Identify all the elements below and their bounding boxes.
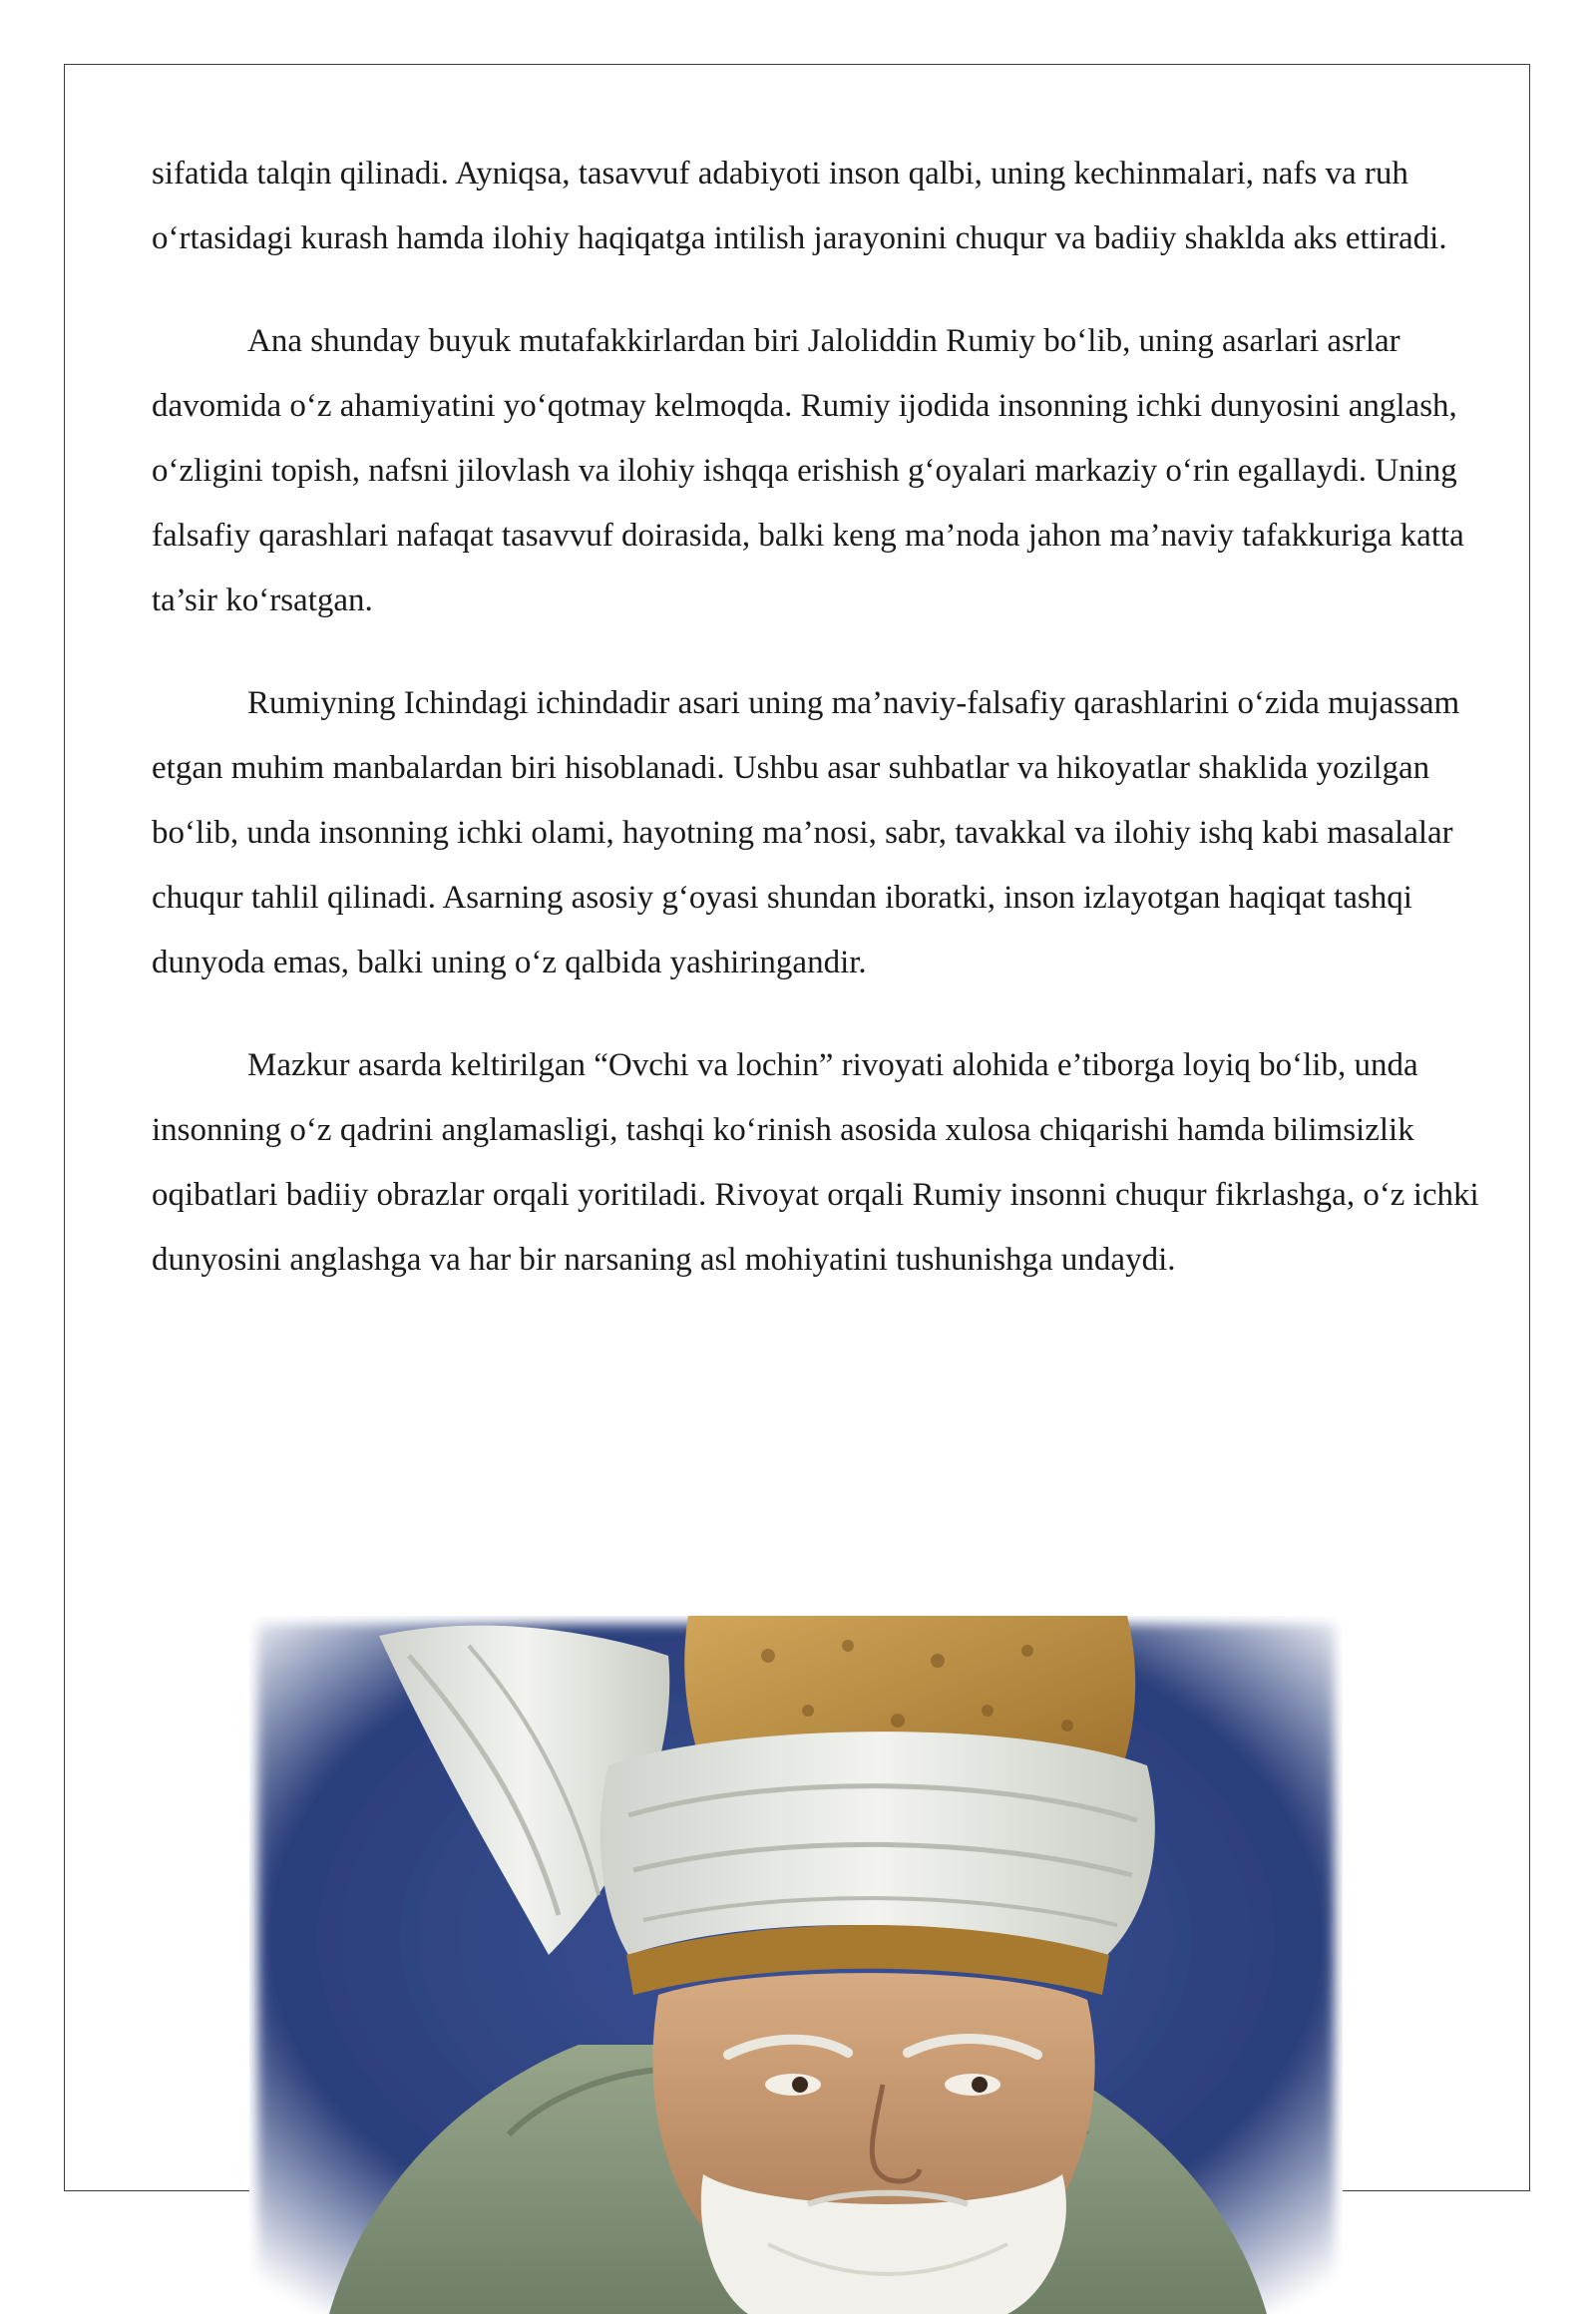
paragraph-4: Mazkur asarda keltirilgan “Ovchi va lochin” rivoyati alohida e’tiborga loyiq bo‘lib, unda insonning o‘z qadrini anglamasligi, tashqi ko‘rinish asosida xulosa chiqarishi hamda bilimsizlik oqibatlari badiiy obrazlar orqali yoritiladi. Rivoyat orqali Rumiy insonni chuqur fikrlashga, o‘z ichki dunyosini anglashga va har bir narsaning asl mohiyatini tushunishga undaydi. (152, 1047, 1479, 1278)
portrait-illustration-icon (249, 1616, 1343, 2314)
paragraph-3: Rumiyning Ichindagi ichindadir asari uning ma’naviy-falsafiy qarashlarini o‘zida mujassam etgan muhim manbalardan biri hisoblanadi. Ushbu asar suhbatlar va hikoyatlar shaklida yozilgan bo‘lib, unda insonning ichki olami, hayotning ma’nosi, sabr, tavakkal va ilohiy ishq kabi masalalar chuqur tahlil qilinadi. Asarning asosiy g‘oyasi shundan iboratki, inson izlayotgan haqiqat tashqi dunyoda emas, balki uning o‘z qalbida yashiringandir. (152, 685, 1460, 980)
portrait-image (249, 1616, 1343, 2314)
paragraph-1: sifatida talqin qilinadi. Ayniqsa, tasavvuf adabiyoti inson qalbi, uning kechinmalari, nafs va ruh o‘rtasidagi kurash hamda ilohiy haqiqatga intilish jarayonini chuqur va badiiy shaklda aks ettiradi. (152, 156, 1447, 256)
paragraph-2: Ana shunday buyuk mutafakkirlardan biri Jaloliddin Rumiy bo‘lib, uning asarlari asrlar davomida o‘z ahamiyatini yo‘qotmay kelmoqda. Rumiy ijodida insonning ichki dunyosini anglash, o‘zligini topish, nafsni jilovlash va ilohiy ishqqa erishish g‘oyalari markaziy o‘rin egallaydi. Uning falsafiy qarashlari nafaqat tasavvuf doirasida, balki keng ma’noda jahon ma’naviy tafakkuriga katta ta’sir ko‘rsatgan. (152, 323, 1464, 618)
document-body (152, 142, 1483, 1331)
